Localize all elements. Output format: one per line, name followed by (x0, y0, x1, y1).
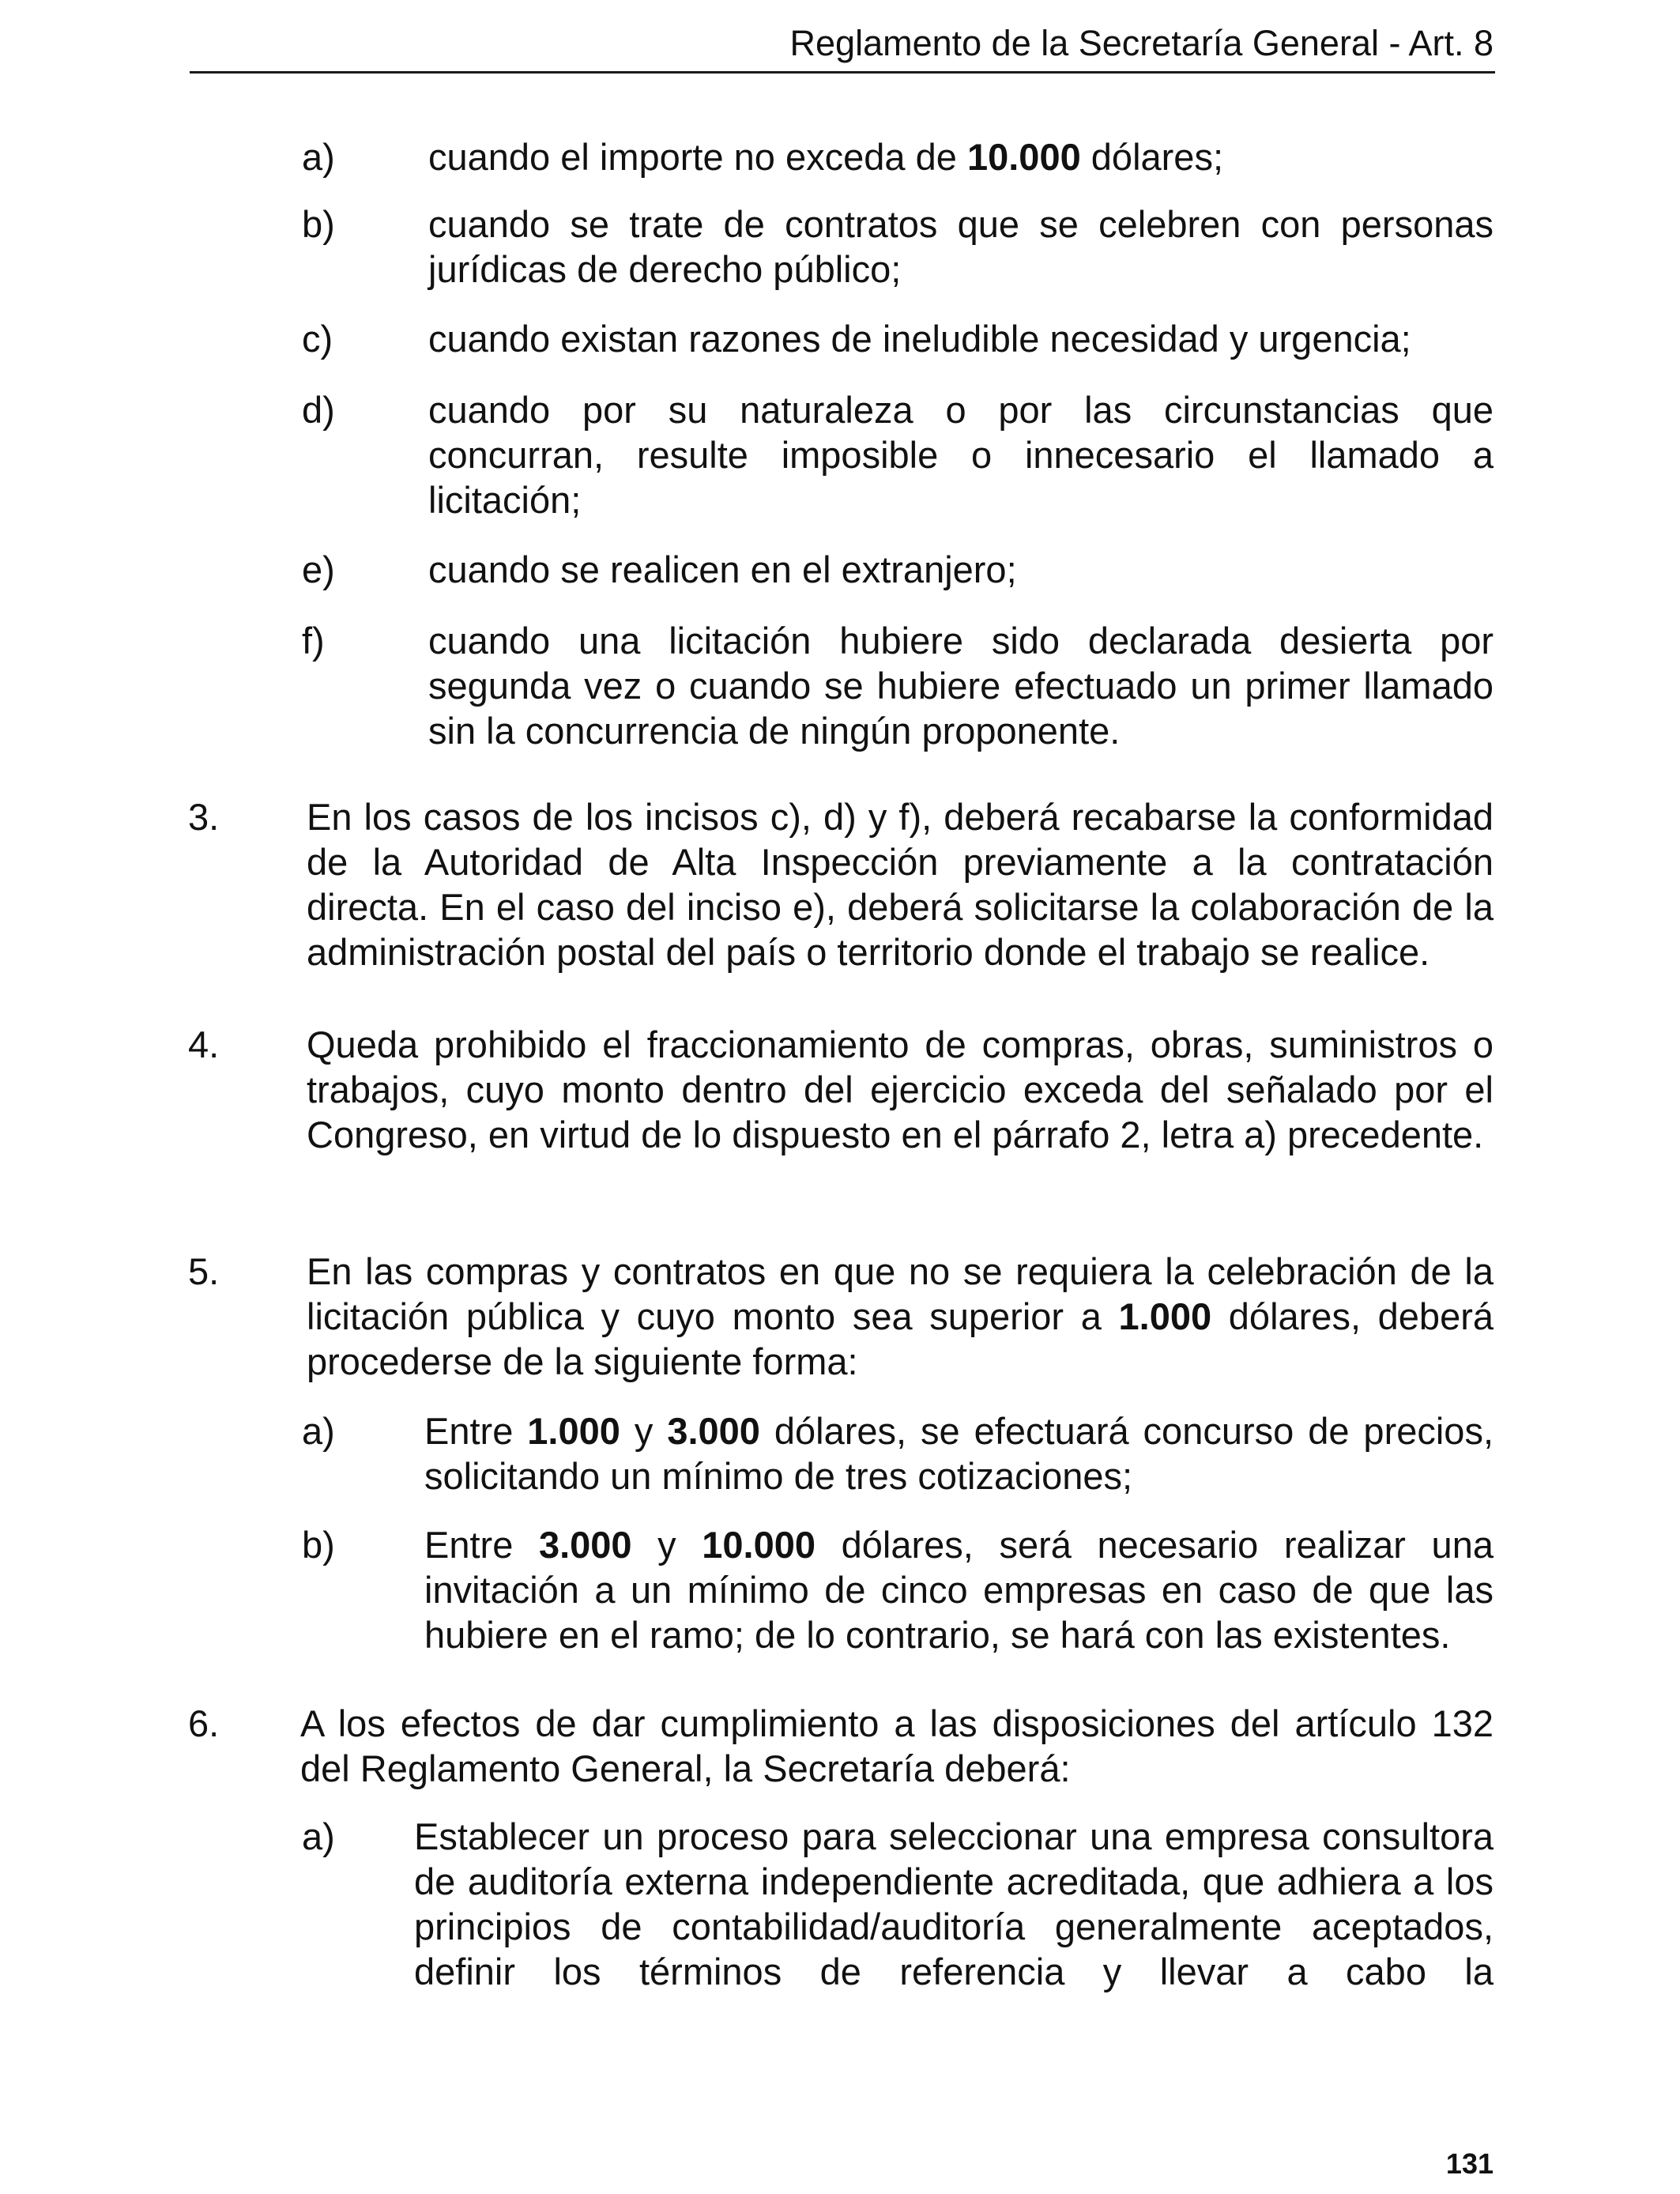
item-label: a) (302, 1815, 335, 1857)
item-label: d) (302, 389, 335, 431)
item-text: Entre 1.000 y 3.000 dólares, se efectuará concurso de precios, solicitando un mínimo de tres cotizaciones; (424, 1410, 1494, 1497)
item-text: Establecer un proceso para seleccionar una empresa consultora de auditoría externa independiente acreditada, que adhiera a los principios de contabilidad/auditoría generalmente aceptados, definir los términos de referencia y llevar a cabo la (414, 1815, 1494, 1992)
item-label: b) (302, 1524, 335, 1566)
paragraph-text: A los efectos de dar cumplimiento a las disposiciones del artículo 132 del Reglamento General, la Secretaría deberá: (300, 1702, 1494, 1789)
item-text: Entre 3.000 y 10.000 dólares, será necesario realizar una invitación a un mínimo de cinco empresas en caso de que las hubiere en el ramo; de lo contrario, se hará con las existentes. (424, 1524, 1494, 1656)
item-text: cuando una licitación hubiere sido declarada desierta por segunda vez o cuando se hubiere efectuado un primer llamado sin la concurrencia de ningún proponente. (428, 620, 1494, 752)
paragraph-number: 5. (188, 1250, 220, 1292)
item-label: a) (302, 1410, 335, 1452)
paragraph-number: 4. (188, 1023, 220, 1065)
item-label: f) (302, 620, 325, 662)
item-text: cuando existan razones de ineludible necesidad y urgencia; (428, 318, 1411, 360)
running-header: Reglamento de la Secretaría General - Art. 8 (789, 23, 1494, 63)
item-text: cuando se trate de contratos que se celebren con personas jurídicas de derecho público; (428, 203, 1494, 290)
list-item-2e (302, 547, 1494, 594)
paragraph-4 (188, 1022, 1494, 1208)
item-text: cuando por su naturaleza o por las circunstancias que concurran, resulte imposible o innecesario el llamado a licitación; (428, 389, 1494, 521)
header-rule (190, 71, 1495, 74)
list-item-2f (302, 618, 1494, 756)
paragraph-text: En los casos de los incisos c), d) y f), deberá recabarse la conformidad de la Autoridad de Alta Inspección previamente a la contratación directa. En el caso del inciso e), deberá solicitarse la colaboración de la administración postal del país o territorio donde el trabajo se realice. (307, 796, 1494, 973)
paragraph-5 (188, 1249, 1494, 1387)
paragraph-6 (188, 1701, 1494, 1796)
paragraph-text: En las compras y contratos en que no se requiera la celebración de la licitación pública y cuyo monto sea superior a 1.000 dólares, deberá procederse de la siguiente forma: (307, 1250, 1494, 1382)
item-label: a) (302, 136, 335, 178)
paragraph-number: 3. (188, 796, 220, 838)
page-number: 131 (1445, 2147, 1494, 2180)
paragraph-number: 6. (188, 1702, 220, 1744)
item-label: e) (302, 548, 335, 590)
paragraph-3 (188, 794, 1494, 980)
item-text: cuando se realicen en el extranjero; (428, 548, 1017, 590)
list-item-2b (302, 202, 1494, 296)
list-item-5b (302, 1522, 1494, 1661)
item-text: cuando el importe no exceda de 10.000 dólares; (428, 136, 1224, 178)
list-item-2d (302, 387, 1494, 526)
item-label: c) (302, 318, 333, 360)
paragraph-text: Queda prohibido el fraccionamiento de compras, obras, suministros o trabajos, cuyo monto dentro del ejercicio exceda del señalado por el Congreso, en virtud de lo dispuesto en el párrafo 2, letra a) precedente. (307, 1023, 1494, 1155)
list-item-2c (302, 316, 1494, 364)
list-item-2a (302, 134, 1494, 182)
item-label: b) (302, 203, 335, 245)
list-item-5a (302, 1408, 1494, 1503)
list-item-6a (302, 1814, 1494, 2004)
